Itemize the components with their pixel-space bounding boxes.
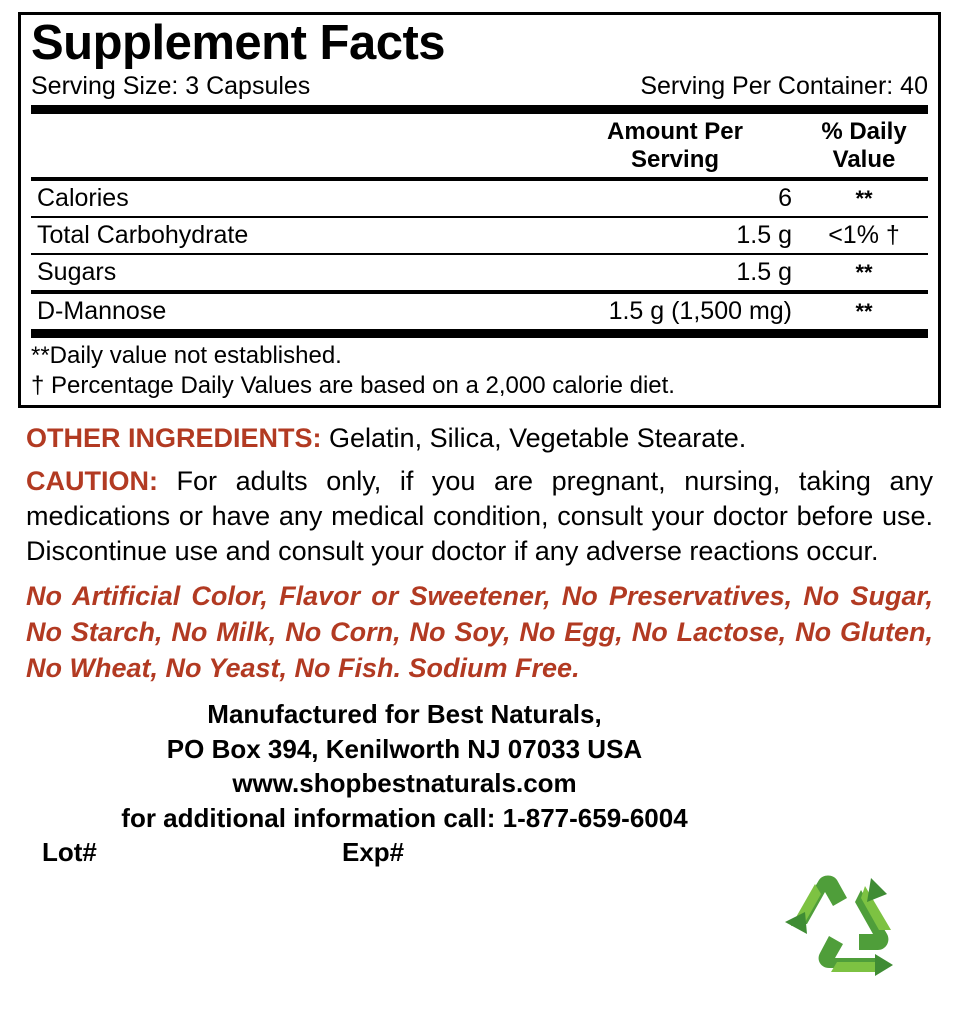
- amount-header-line2: Serving: [630, 145, 720, 173]
- nutrient-amount: 1.5 g: [736, 221, 792, 250]
- amount-header-line1: Amount Per: [606, 118, 743, 145]
- manufacturer-phone: for additional information call: 1-877-659-6004: [121, 802, 688, 833]
- caution-statement: [12, 464, 947, 569]
- nutrient-amount: 1.5 g (1,500 mg): [608, 297, 792, 326]
- manufacturer-website: www.shopbestnaturals.com: [232, 768, 577, 799]
- nutrient-amount: 6: [778, 184, 792, 213]
- nutrient-name: Total Carbohydrate: [37, 221, 249, 250]
- manufacturer-name: Manufactured for Best Naturals,: [207, 698, 602, 729]
- manufacturer-address: PO Box 394, Kenilworth NJ 07033 USA: [166, 733, 643, 764]
- other-ingredients-heading: OTHER INGREDIENTS:: [26, 423, 322, 454]
- recycle-icon: [775, 872, 935, 982]
- nutrient-name: Calories: [37, 184, 129, 213]
- supplement-facts-panel: [18, 12, 941, 408]
- dv-header-line1: % Daily: [821, 118, 907, 145]
- lot-label: Lot#: [42, 837, 97, 868]
- caution-text: For adults only, if you are pregnant, nursing, taking any medications or have any medical condition, consult your doctor before use. Discontinue use and consult your doctor if any adverse reactions occur.: [26, 465, 933, 567]
- other-ingredients-text: Gelatin, Silica, Vegetable Stearate.: [321, 423, 747, 454]
- serving-size: Serving Size: 3 Capsules: [31, 72, 311, 100]
- table-row: [31, 181, 928, 216]
- footnote-daily-value: **Daily value not established.: [31, 342, 342, 370]
- nutrient-dv: <1% †: [828, 221, 900, 250]
- amount-per-serving-header: [550, 118, 800, 173]
- footnote-percent-dv: † Percentage Daily Values are based on a 2,000 calorie diet.: [31, 372, 675, 400]
- divider-thick-top: [31, 105, 928, 114]
- nutrient-dv: **: [855, 299, 873, 325]
- nutrient-amount: 1.5 g: [736, 258, 792, 287]
- nutrient-dv: **: [855, 260, 873, 286]
- other-ingredients: [12, 422, 947, 456]
- lot-exp-row: [12, 835, 947, 868]
- caution-heading: CAUTION:: [26, 465, 158, 496]
- servings-per-container: Serving Per Container: 40: [640, 72, 928, 100]
- nutrient-dv: **: [855, 186, 873, 212]
- column-headers: [31, 114, 928, 177]
- table-row: [31, 255, 928, 290]
- exp-label: Exp#: [342, 837, 405, 868]
- table-row: [31, 218, 928, 253]
- manufacturer-info: [12, 697, 947, 835]
- free-from-claims: No Artificial Color, Flavor or Sweetener, No Preservatives, No Sugar, No Starch, No Milk, No Corn, No Soy, No Egg, No Lactose, No Gluten, No Wheat, No Yeast, No Fish. Sodium Free.: [26, 581, 933, 684]
- dv-header-line2: Value: [832, 145, 896, 173]
- serving-info-row: [31, 70, 928, 105]
- table-row: [31, 294, 928, 329]
- supplement-facts-title: Supplement Facts: [31, 16, 446, 70]
- footnotes: [31, 338, 928, 401]
- nutrient-name: D-Mannose: [37, 297, 167, 326]
- daily-value-header: [800, 118, 928, 173]
- divider-thick-bottom: [31, 329, 928, 338]
- nutrient-name: Sugars: [37, 258, 117, 287]
